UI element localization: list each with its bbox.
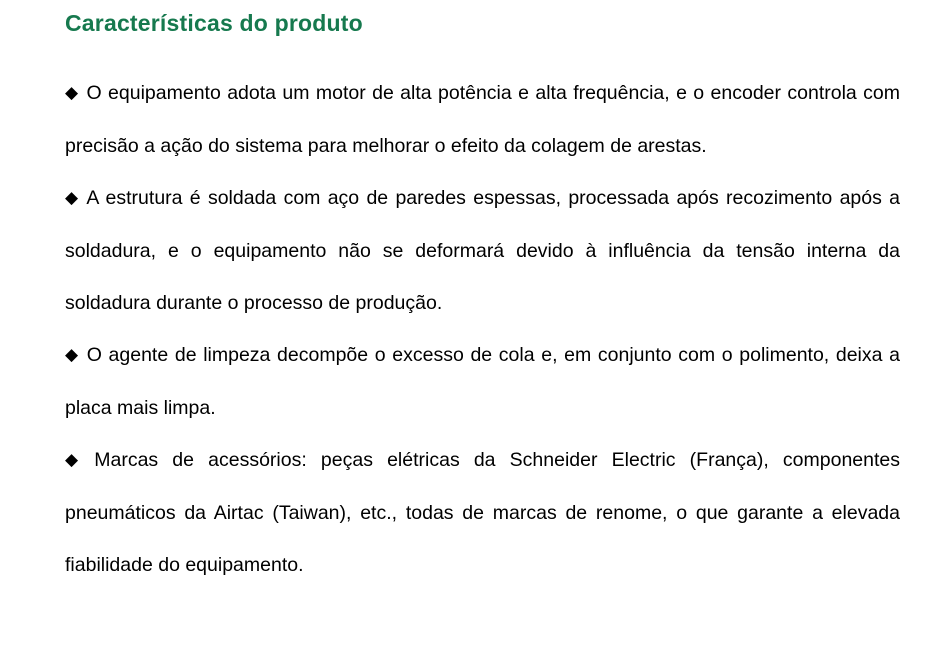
- feature-list: [65, 67, 900, 591]
- feature-text: A estrutura é soldada com aço de paredes espessas, processada após recozimento após a soldadura, e o equipamento não se deformará devido à influência da tensão interna da soldadura durante o processo de produção.: [65, 187, 901, 314]
- diamond-bullet-icon: ◆: [65, 450, 79, 469]
- feature-text: Marcas de acessórios: peças elétricas da Schneider Electric (França), componentes pneumáticos da Airtac (Taiwan), etc., todas de marcas de renome, o que garante a elevada fiabilidade do equipamento.: [65, 449, 901, 576]
- feature-item: [65, 329, 900, 434]
- page-title: Características do produto: [65, 10, 363, 36]
- feature-item: [65, 67, 900, 172]
- diamond-bullet-icon: ◆: [65, 188, 79, 207]
- feature-text: O agente de limpeza decompõe o excesso de cola e, em conjunto com o polimento, deixa a placa mais limpa.: [65, 344, 900, 419]
- feature-item: [65, 434, 900, 591]
- diamond-bullet-icon: ◆: [65, 83, 79, 102]
- feature-text: O equipamento adota um motor de alta potência e alta frequência, e o encoder controla com precisão a ação do sistema para melhorar o efeito da colagem de arestas.: [65, 82, 900, 157]
- feature-item: [65, 172, 900, 329]
- diamond-bullet-icon: ◆: [65, 345, 79, 364]
